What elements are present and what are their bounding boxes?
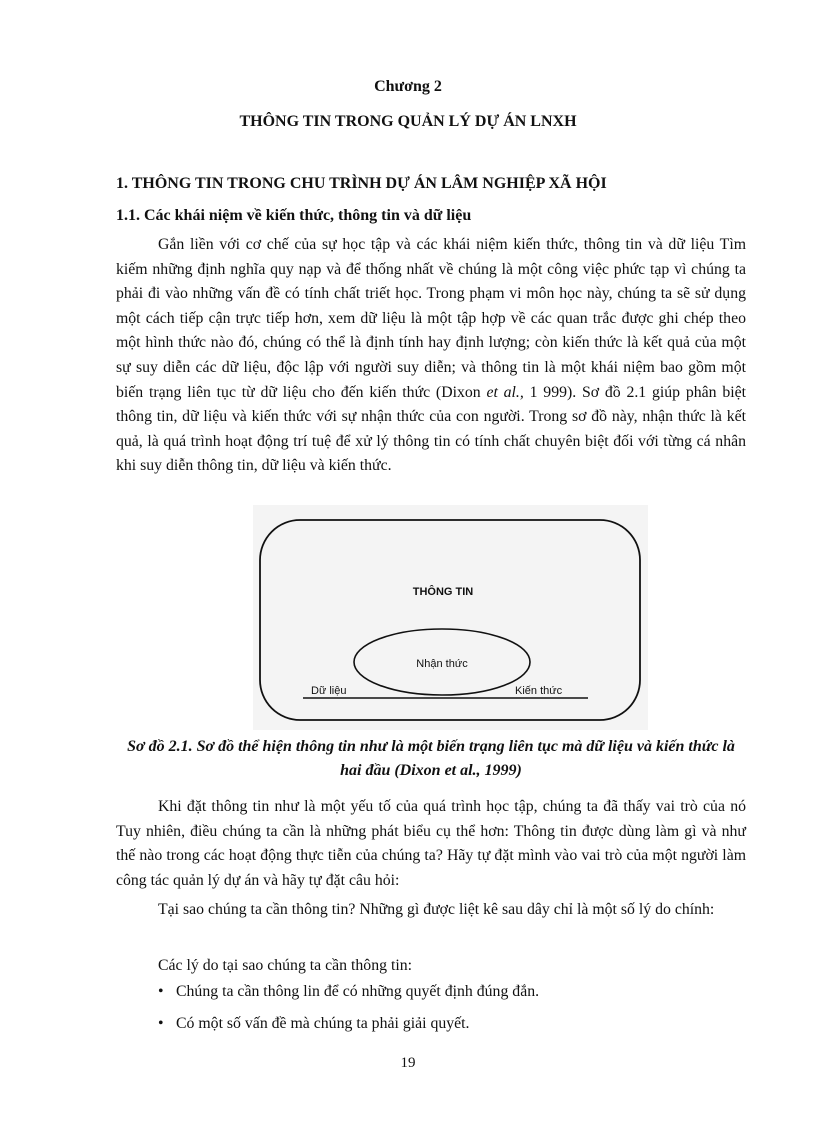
bullet-icon: • bbox=[158, 983, 164, 1000]
bullet-icon: • bbox=[158, 1015, 164, 1032]
paragraph-1-text-a: Gắn liền với cơ chế của sự học tập và các khái niệm kiến thức, thông tin và dữ liệu Tìm kiếm những định nghĩa quy nạp và để thống nhất về chúng là một công việc phức tạp vì chúng ta phải đi vào những vấn đề có tính chất triết học. Trong phạm vi môn học này, chúng ta sẽ sử dụng một cách tiếp cận trực tiếp hơn, xem dữ liệu là một tập hợp về các quan trắc được ghi chép theo một hình thức nào đó, chúng có thể là định tính hay định lượng; còn kiến thức là kết quả của một sự suy diễn các dữ liệu, độc lập với người suy diễn; và thông tin là một khái niệm bao gồm một biến trạng liên tục từ dữ liệu cho đến kiến thức (Dixon bbox=[116, 236, 746, 401]
diagram-svg bbox=[253, 505, 648, 730]
paragraph-2: Khi đặt thông tin như là một yếu tố của quá trình học tập, chúng ta đã thấy vai trò của nó Tuy nhiên, điều chúng ta cần là những phát biểu cụ thể hơn: Thông tin được dùng làm gì và như thế nào trong các hoạt động thực tiễn của chúng ta? Hãy tự đặt mình vào vai trò của một người làm công tác quản lý dự án và hãy tự đặt câu hỏi: bbox=[116, 798, 746, 889]
chapter-title: THÔNG TIN TRONG QUẢN LÝ DỰ ÁN LNXH bbox=[239, 113, 577, 130]
paragraph-1-text-b: 1 999). Sơ đồ 2.1 giúp phân biệt thông tin, dữ liệu và kiến thức với sự nhận thức của con người. Trong sơ đồ này, nhận thức là kết quả, là quá trình hoạt động trí tuệ để xử lý thông tin có tính chất chuyên biệt đối với từng cá nhân khi suy diễn thông tin, dữ liệu và kiến thức. bbox=[116, 383, 747, 475]
list-item-text: Chúng ta cần thông lin để có những quyết định đúng đắn. bbox=[176, 983, 540, 1000]
chapter-label: Chương 2 bbox=[374, 78, 442, 95]
reasons-intro: Các lý do tại sao chúng ta cần thông tin: bbox=[158, 957, 413, 974]
information-label: THÔNG TIN bbox=[412, 586, 474, 598]
list-item bbox=[158, 983, 539, 1015]
subsection-heading: 1.1. Các khái niệm về kiến thức, thông tin và dữ liệu bbox=[116, 207, 472, 224]
information-diagram bbox=[253, 505, 648, 730]
section-heading: 1. THÔNG TIN TRONG CHU TRÌNH DỰ ÁN LÂM NGHIỆP XÃ HỘI bbox=[116, 175, 607, 192]
paragraph-1-italic: et al., bbox=[486, 383, 524, 401]
cognition-label: Nhận thức bbox=[416, 658, 468, 670]
figure-caption: Sơ đồ 2.1. Sơ đồ thể hiện thông tin như là một biến trạng liên tục mà dữ liệu và kiến thức là hai đầu (Dixon et al., 1999) bbox=[127, 738, 735, 779]
paragraph-1 bbox=[116, 233, 746, 479]
list-item-text: Có một số vấn đề mà chúng ta phải giải quyết. bbox=[176, 1015, 470, 1032]
list-item bbox=[158, 1015, 539, 1047]
data-label: Dữ liệu bbox=[311, 685, 347, 697]
page-number: 19 bbox=[400, 1055, 416, 1071]
knowledge-label: Kiến thức bbox=[515, 685, 563, 697]
paragraph-3: Tại sao chúng ta cần thông tin? Những gì được liệt kê sau dây chỉ là một số lý do chính: bbox=[158, 901, 715, 918]
reasons-list bbox=[158, 983, 539, 1047]
